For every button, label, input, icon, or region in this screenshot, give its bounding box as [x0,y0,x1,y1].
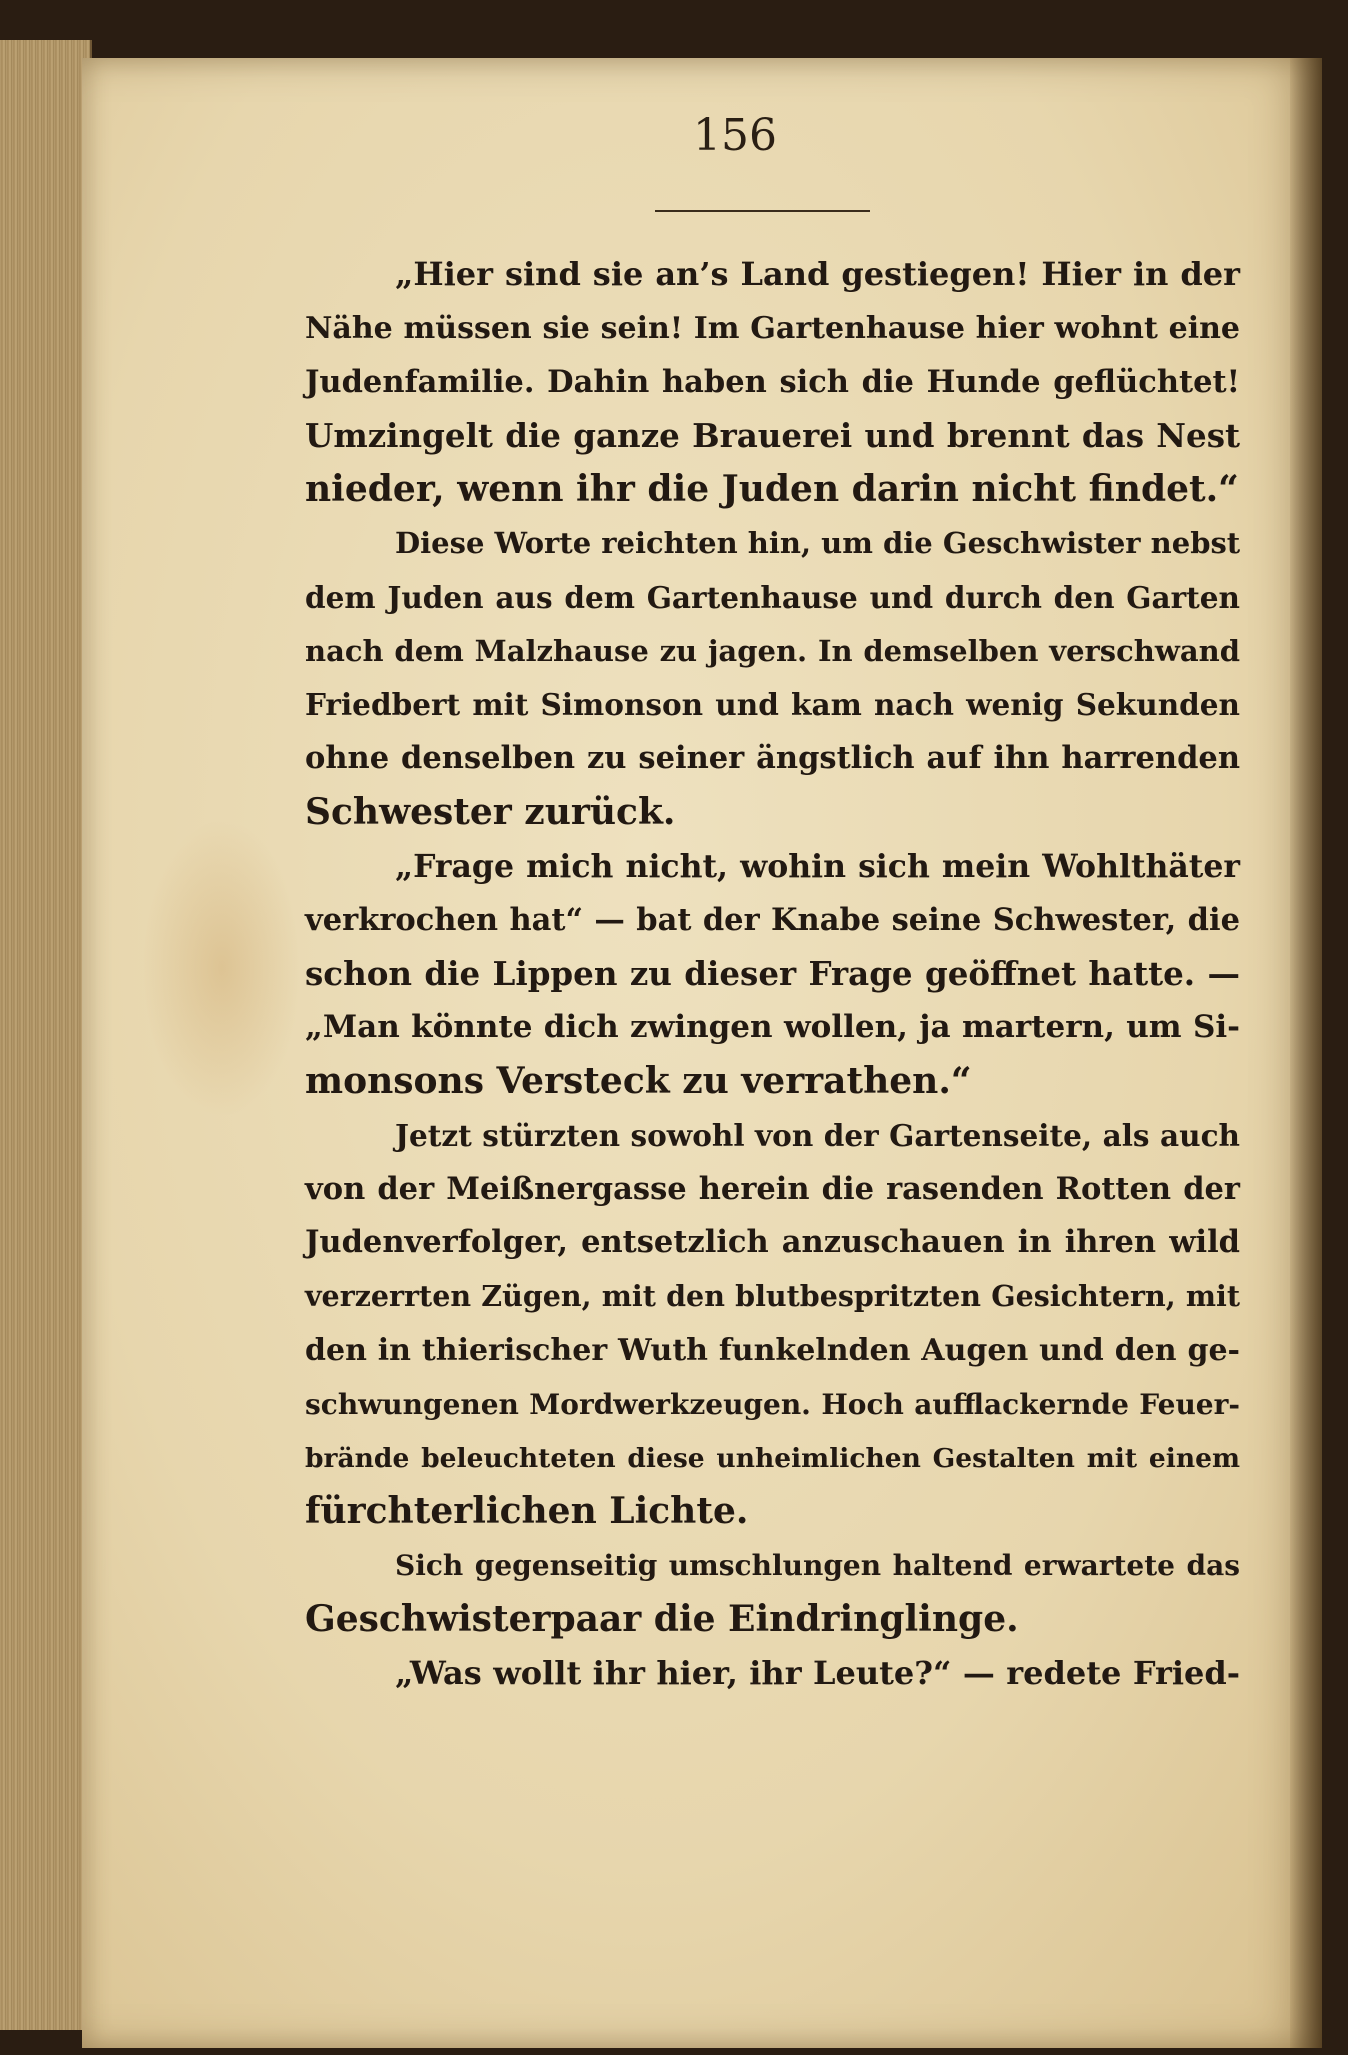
text-line: „Hier sind sie an’s Land gestiegen! Hier in der [395,255,1240,293]
text-line: „Man könnte dich zwingen wollen, ja martern, um Si- [305,1009,1240,1046]
text-line: Sich gegenseitig umschlungen haltend erwartete das [395,1549,1240,1583]
text-line: „Was wollt ihr hier, ihr Leute?“ — redete Fried- [395,1653,1240,1692]
text-line: Friedbert mit Simonson und kam nach wenig Sekunden [305,687,1240,723]
text-line: von der Meißnergasse herein die rasenden Rotten der [305,1170,1240,1207]
header-rule [655,210,870,212]
text-line: nach dem Malzhause zu jagen. In demselben verschwand [305,633,1240,668]
text-line: den in thierischer Wuth funkelnden Augen und den ge- [305,1332,1240,1368]
text-line: Judenfamilie. Dahin haben sich die Hunde geflüchtet! [305,363,1240,400]
text-line: fürchterlichen Lichte. [305,1490,749,1533]
text-line: brände beleuchteten diese unheimlichen Gestalten mit einem [305,1442,1240,1474]
page-gutter [1290,58,1322,2048]
text-line: dem Juden aus dem Gartenhause und durch den Garten [305,579,1240,615]
paper-stain [142,818,302,1118]
page-number: 156 [693,110,777,161]
body-text [305,248,1240,1701]
text-line: Jetzt stürzten sowohl von der Gartenseite, als auch [395,1117,1240,1153]
text-line: Nähe müssen sie sein! Im Gartenhause hier wohnt eine [305,310,1240,346]
text-line: schon die Lippen zu dieser Frage geöffnet hatte. — [305,954,1240,994]
text-line: verkrochen hat“ — bat der Knabe seine Schwester, die [305,901,1240,938]
text-line: ohne denselben zu seiner ängstlich auf ihn harrenden [305,740,1240,777]
text-line: Judenverfolger, entsetzlich anzuschauen in ihren wild [305,1224,1240,1261]
text-line: verzerrten Zügen, mit den blutbespritzten Gesichtern, mit [305,1279,1240,1314]
book-page-edges [0,40,92,2030]
text-line: Umzingelt die ganze Brauerei und brennt das Nest [305,416,1240,456]
text-line: Schwester zurück. [305,790,676,833]
text-line: monsons Versteck zu verrathen.“ [305,1059,972,1102]
text-line: Diese Worte reichten hin, um die Geschwister nebst [395,525,1241,560]
text-line: schwungenen Mordwerkzeugen. Hoch aufflackernde Feuer- [305,1387,1240,1421]
text-line: nieder, wenn ihr die Juden darin nicht findet.“ [305,468,1239,511]
text-line: Geschwisterpaar die Eindringlinge. [305,1597,1019,1640]
text-line: „Frage mich nicht, wohin sich mein Wohlthäter [395,847,1240,885]
